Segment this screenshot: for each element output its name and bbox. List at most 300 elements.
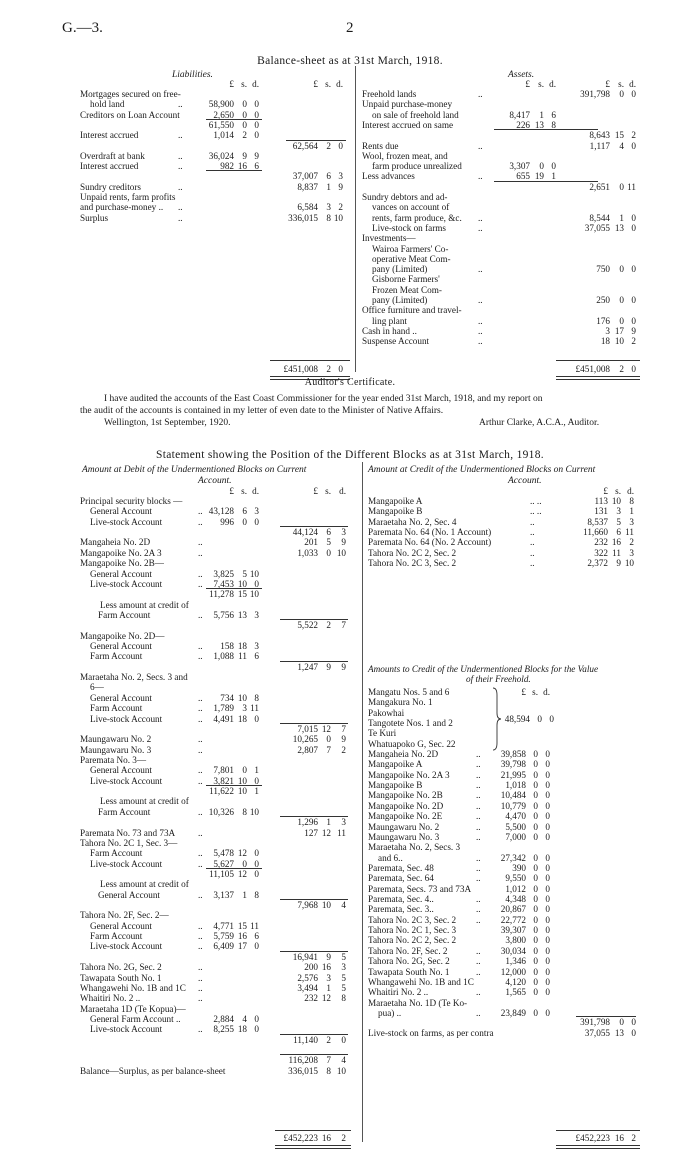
inner-amount: 0 <box>533 831 538 842</box>
inner-amount: 18 <box>237 1024 247 1035</box>
freehold-total: 0 <box>619 1017 624 1027</box>
row-label: Live-stock Account <box>90 516 163 527</box>
column-head: s. <box>325 79 331 89</box>
outer-amount: 10 <box>336 547 346 558</box>
outer-amount: 11,140 <box>293 1034 318 1045</box>
inner-amount: 4 <box>242 1014 247 1024</box>
column-head: £ <box>521 687 526 697</box>
leader-dots: .. <box>476 966 481 977</box>
debit-total: 2 <box>341 1133 346 1143</box>
outer-amount: 4 <box>341 1055 346 1066</box>
outer-amount: 44,124 <box>292 527 318 538</box>
inner-amount: 30,034 <box>500 945 526 956</box>
row-label: Paremata No. 73 and 73A <box>80 827 176 838</box>
rule <box>206 588 262 589</box>
inner-amount: 16 <box>611 537 621 548</box>
inner-amount: 11,660 <box>583 527 608 538</box>
assets-total: 0 <box>631 364 636 374</box>
column-head: d. <box>252 486 259 496</box>
row-label: Surplus <box>80 212 109 223</box>
row-label: Maungawaru No. 3 <box>368 831 440 842</box>
inner-amount: 10,779 <box>500 800 526 811</box>
leader-dots: .. <box>198 920 203 931</box>
leader-dots: .. <box>198 982 203 993</box>
outer-amount: 127 <box>304 827 318 838</box>
row-label: Mangapoike No. 2D <box>368 800 444 811</box>
inner-amount: 0 <box>533 883 538 894</box>
credit-total: 2 <box>631 1133 636 1143</box>
rule <box>494 129 598 130</box>
outer-amount: 4 <box>341 900 346 911</box>
outer-amount: 200 <box>304 962 318 973</box>
leader-dots: .. <box>476 914 481 925</box>
column-head: £ <box>229 486 234 496</box>
row-label: Mangapoike B <box>368 780 423 791</box>
outer-amount: 0 <box>631 140 636 151</box>
inner-amount: 6 <box>616 527 621 538</box>
row-label: Maraetaha 1D (Te Kopua)— <box>80 1003 186 1014</box>
row-label: Farm Account <box>98 806 151 817</box>
outer-amount: 2 <box>326 140 331 151</box>
inner-amount: 4,120 <box>505 976 526 987</box>
column-head: £ <box>313 486 318 496</box>
outer-amount: 201 <box>304 537 318 548</box>
leader-dots: .. <box>198 506 203 517</box>
inner-amount: 18 <box>237 641 247 652</box>
inner-amount: 18 <box>237 713 247 724</box>
leader-dots: .. <box>198 641 203 652</box>
inner-amount: 0 <box>545 925 550 936</box>
inner-amount: 0 <box>242 109 247 120</box>
row-label: Principal security blocks — <box>80 496 183 506</box>
inner-amount: 158 <box>220 641 234 652</box>
leader-dots: .. <box>198 734 203 745</box>
assets-label: Assets. <box>508 70 535 80</box>
outer-amount: 3 <box>341 817 346 828</box>
row-label: Paremata No. 64 (No. 1 Account) <box>368 527 492 538</box>
row-label: Mangapoike No. 2A 3 <box>80 547 162 558</box>
rule <box>206 119 262 120</box>
inner-amount: 8 <box>242 806 247 817</box>
inner-amount: 6 <box>254 161 259 172</box>
row-label: Tahora No. 2F, Sec. 2 <box>368 945 448 956</box>
inner-amount: 0 <box>533 873 538 884</box>
leader-dots: .. <box>478 336 483 347</box>
outer-amount: 9 <box>341 661 346 672</box>
inner-amount: 39,798 <box>500 759 526 770</box>
row-label: General Farm Account .. <box>90 1014 181 1024</box>
inner-amount: 39,307 <box>500 925 526 936</box>
leader-dots: .. <box>198 962 203 973</box>
inner-amount: 0 <box>545 987 550 998</box>
inner-amount: 12 <box>237 848 247 859</box>
leader-dots: .. <box>478 222 483 233</box>
inner-amount: 10 <box>249 568 259 579</box>
outer-amount: 0 <box>619 89 624 99</box>
inner-amount: 0 <box>545 780 550 791</box>
outer-amount: 12 <box>321 993 331 1004</box>
outer-amount: 8 <box>341 993 346 1004</box>
outer-amount: 5 <box>341 972 346 983</box>
inner-amount: 1,346 <box>505 956 526 967</box>
outer-amount: 10,265 <box>292 734 318 745</box>
inner-amount: 11,105 <box>209 868 234 879</box>
outer-amount: 12 <box>321 723 331 734</box>
leader-dots: .. <box>478 295 483 305</box>
outer-amount: 2 <box>341 744 346 755</box>
row-label: Paremata, Secs. 73 and 73A <box>368 883 472 894</box>
outer-amount: 9 <box>341 734 346 745</box>
inner-amount: 3,137 <box>213 889 234 900</box>
inner-amount: 0 <box>242 516 247 527</box>
outer-amount: 10 <box>333 212 343 223</box>
leader-dots: .. .. <box>530 496 542 506</box>
inner-amount: 5,756 <box>213 609 234 620</box>
outer-amount: 7,968 <box>297 900 318 911</box>
inner-amount: 9 <box>616 558 621 569</box>
inner-amount: 10 <box>237 578 247 589</box>
outer-amount: 3 <box>326 202 331 213</box>
inner-amount: 10 <box>237 775 247 786</box>
inner-amount: 23,849 <box>500 1008 526 1018</box>
leader-dots: .. <box>476 800 481 811</box>
inner-amount: 232 <box>594 537 608 548</box>
column-head: £ <box>313 79 318 89</box>
outer-amount: 6 <box>326 171 331 182</box>
row-label: Tahora No. 2C 1, Sec. 3 <box>368 925 457 936</box>
leader-dots: .. <box>476 904 481 915</box>
row-label: Tawapata South No. 1 <box>368 966 450 977</box>
inner-amount: 6 <box>242 506 247 517</box>
leader-dots: .. <box>198 858 203 869</box>
freehold-group-item: Mangatu Nos. 5 and 6 <box>368 687 450 697</box>
leader-dots: .. <box>476 852 481 863</box>
leader-dots: .. <box>478 325 483 336</box>
inner-amount: 0 <box>545 883 550 894</box>
outer-amount: 7 <box>326 744 331 755</box>
inner-amount: 12,000 <box>500 966 526 977</box>
livestock-value: 37,055 <box>584 1028 610 1038</box>
inner-amount: 3,800 <box>505 935 526 946</box>
inner-amount: 0 <box>545 821 550 832</box>
row-label: Mangaheia No. 2D <box>368 749 439 759</box>
outer-amount: 9 <box>326 951 331 962</box>
rule <box>280 661 348 662</box>
inner-amount: 0 <box>533 914 538 925</box>
row-label: Whaitiri No. 2 .. <box>80 993 141 1004</box>
outer-amount: 9 <box>341 537 346 548</box>
column-head: £ <box>605 79 610 89</box>
inner-amount: 0 <box>545 769 550 780</box>
leader-dots: .. <box>530 547 535 558</box>
inner-amount: 0 <box>242 99 247 110</box>
leader-dots: .. <box>476 945 481 956</box>
inner-amount: 0 <box>254 130 259 141</box>
freehold-group-item: Pakowhai <box>368 707 405 718</box>
inner-amount: 8,255 <box>213 1024 234 1035</box>
row-label: Live-stock Account <box>90 1024 163 1035</box>
outer-amount: 5,522 <box>297 620 318 631</box>
outer-amount: 2 <box>326 620 331 631</box>
outer-amount: 5 <box>326 537 331 548</box>
inner-amount: 226 <box>516 119 530 130</box>
outer-amount: 5 <box>341 982 346 993</box>
leader-dots: .. <box>476 749 481 759</box>
leader-dots: .. <box>178 202 183 213</box>
outer-amount: 0 <box>631 89 636 99</box>
leader-dots: .. <box>198 993 203 1004</box>
row-label: Office furniture and travel- <box>362 305 462 316</box>
inner-amount: 7,801 <box>213 765 234 776</box>
inner-amount: 0 <box>545 904 550 915</box>
leader-dots: .. <box>178 130 183 141</box>
inner-amount: 1,014 <box>213 130 234 141</box>
inner-amount: 0 <box>545 935 550 946</box>
credit-total: 16 <box>614 1133 624 1143</box>
row-label: Frozen Meat Com- <box>372 284 442 295</box>
row-label: Less amount at credit of <box>100 796 189 807</box>
row-label: Sundry creditors <box>80 181 141 192</box>
freehold-group-item: Mangakura No. 1 <box>368 697 433 708</box>
row-label: ling plant <box>372 315 407 326</box>
outer-amount: 13 <box>614 222 624 233</box>
outer-amount: 0 <box>326 734 331 745</box>
column-head: s. <box>538 79 544 89</box>
inner-amount: 0 <box>545 873 550 884</box>
outer-amount: 0 <box>619 295 624 305</box>
inner-amount: 22,772 <box>500 914 526 925</box>
row-label: Mortgages secured on free- <box>80 89 181 99</box>
outer-amount: 10 <box>336 1065 346 1076</box>
leader-dots: .. <box>478 212 483 223</box>
inner-amount: 11 <box>625 527 634 538</box>
leader-dots: .. <box>476 821 481 832</box>
leader-dots: .. <box>198 692 203 703</box>
inner-amount: 0 <box>533 821 538 832</box>
outer-amount: 3 <box>341 527 346 538</box>
outer-amount: 7 <box>341 620 346 631</box>
inner-amount: 1,018 <box>505 780 526 791</box>
row-label: Paremata, Sec. 4.. <box>368 894 434 905</box>
column-head: d. <box>549 79 556 89</box>
inner-amount: 4,491 <box>213 713 234 724</box>
freehold-total: 0 <box>631 1017 636 1027</box>
inner-amount: 0 <box>254 119 259 130</box>
inner-amount: 10 <box>249 806 259 817</box>
row-label: Whangawehi No. 1B and 1C <box>368 976 474 987</box>
leader-dots: .. <box>178 181 183 192</box>
inner-amount: 3 <box>242 703 247 714</box>
debit-heading: Amount at Debit of the Undermentioned Blocks on Current <box>82 465 307 475</box>
credit-heading-line2: Account. <box>508 476 542 486</box>
outer-amount: 1,117 <box>589 140 610 151</box>
leader-dots: .. <box>198 889 203 900</box>
inner-amount: 1 <box>551 171 556 182</box>
row-label: Mangapoike A <box>368 496 423 506</box>
inner-amount: 27,342 <box>500 852 526 863</box>
credit-heading: Amount at Credit of the Undermentioned Blocks on Current <box>368 465 596 475</box>
inner-amount: 2,884 <box>213 1014 234 1024</box>
outer-amount: 12 <box>321 827 331 838</box>
inner-amount: 11,278 <box>209 589 234 600</box>
row-label: Maraetaha No. 1D (Te Ko- <box>368 997 468 1008</box>
rule <box>494 181 598 182</box>
inner-amount: 43,128 <box>208 506 234 517</box>
inner-amount: 11 <box>250 920 259 931</box>
livestock-value: 13 <box>614 1028 624 1038</box>
inner-amount: 0 <box>545 945 550 956</box>
row-label: Wool, frozen meat, and <box>362 150 448 161</box>
leader-dots: .. <box>478 264 483 275</box>
rule <box>280 723 348 724</box>
inner-amount: 6 <box>254 651 259 662</box>
inner-amount: 0 <box>533 956 538 967</box>
row-label: Overdraft at bank <box>80 150 145 161</box>
row-label: Paremata No. 3— <box>80 755 147 765</box>
row-label: Tahora No. 2C 2, Sec. 2 <box>368 935 457 946</box>
inner-amount: 0 <box>533 862 538 873</box>
row-label: Unpaid rents, farm profits <box>80 192 176 202</box>
row-label: Maungawaru No. 2 <box>80 734 152 745</box>
inner-amount: 19 <box>534 171 544 182</box>
rule <box>206 868 262 869</box>
row-label: Mangapoike A <box>368 759 423 770</box>
row-label: Cash in hand .. <box>362 325 417 336</box>
inner-amount: 3,307 <box>509 161 530 172</box>
leader-dots: .. <box>178 99 183 110</box>
leader-dots: .. <box>198 547 203 558</box>
double-rule <box>275 1145 351 1149</box>
inner-amount: 1 <box>629 506 634 517</box>
row-label: Mangapoike No. 2E <box>368 811 443 822</box>
auditor-title: Auditor's Certificate. <box>304 377 396 388</box>
inner-amount: 4,348 <box>505 894 526 905</box>
outer-amount: 9 <box>326 661 331 672</box>
inner-amount: 3 <box>616 506 621 517</box>
row-label: Mangapoike No. 2D— <box>80 630 165 641</box>
row-label: Live-stock on farms <box>372 222 446 233</box>
inner-amount: 0 <box>254 109 259 120</box>
leader-dots: .. <box>198 972 203 983</box>
livestock-value: 0 <box>631 1028 636 1038</box>
inner-amount: 58,900 <box>208 99 234 110</box>
outer-amount: 16 <box>321 962 331 973</box>
outer-amount: 1,296 <box>297 817 318 828</box>
row-label: pany (Limited) <box>372 295 428 305</box>
inner-amount: 0 <box>545 1008 550 1018</box>
outer-amount: 7,015 <box>297 723 318 734</box>
row-label: farm produce unrealized <box>372 161 462 172</box>
row-label: Maraetaha No. 2, Secs. 3 and <box>80 672 188 683</box>
row-label: Tahora No. 2C 3, Sec. 2 <box>368 914 457 925</box>
inner-amount: 0 <box>545 790 550 801</box>
rule <box>556 1130 640 1131</box>
outer-amount: 2 <box>631 130 636 141</box>
row-label: Maraetaha No. 2, Secs. 3 <box>368 842 461 853</box>
outer-amount: 17 <box>614 325 624 336</box>
liabilities-total: 0 <box>338 364 343 374</box>
auditor-place-date: Wellington, 1st September, 1920. <box>104 418 231 428</box>
leader-dots: .. <box>198 1024 203 1035</box>
rule <box>286 140 346 141</box>
liabilities-total: £451,008 <box>283 364 318 374</box>
outer-amount: 3,494 <box>297 982 318 993</box>
inner-amount: 0 <box>545 914 550 925</box>
column-head: s. <box>241 486 247 496</box>
inner-amount: 3 <box>254 641 259 652</box>
rule <box>280 816 348 817</box>
leader-dots: .. .. <box>530 506 542 517</box>
rule <box>275 1130 351 1131</box>
inner-amount: 6,409 <box>213 941 234 952</box>
outer-amount: 2,651 <box>589 181 610 192</box>
row-label: General Account <box>90 641 152 652</box>
row-label: Farm Account <box>90 703 143 714</box>
inner-amount: 10 <box>611 496 621 506</box>
leader-dots: .. <box>476 1008 481 1018</box>
inner-amount: 11,622 <box>209 786 234 797</box>
inner-amount: 10 <box>237 786 247 797</box>
inner-amount: 1 <box>242 889 247 900</box>
row-label: Tahora No. 2C 3, Sec. 2 <box>368 558 457 569</box>
row-label: Farm Account <box>98 609 151 620</box>
inner-amount: 3 <box>629 516 634 527</box>
row-label: Gisborne Farmers' <box>372 274 440 285</box>
row-label: Tahora No. 2C 2, Sec. 2 <box>368 547 457 558</box>
row-label: Investments— <box>362 233 416 244</box>
outer-amount: 8,643 <box>589 130 610 141</box>
rule <box>280 899 348 900</box>
outer-amount: 8 <box>326 1065 331 1076</box>
outer-amount: 11 <box>627 181 636 192</box>
row-label: Less advances <box>362 171 415 182</box>
inner-amount: 0 <box>533 759 538 770</box>
outer-amount: 18 <box>600 336 610 347</box>
inner-amount: 3,821 <box>213 775 234 786</box>
balance-divider <box>355 66 356 372</box>
row-label: Less amount at credit of <box>100 599 189 610</box>
inner-amount: 0 <box>533 790 538 801</box>
inner-amount: 2,650 <box>213 109 234 120</box>
leader-dots: .. <box>476 811 481 822</box>
inner-amount: 0 <box>254 713 259 724</box>
inner-amount: 8 <box>629 496 634 506</box>
row-label: General Account <box>98 889 160 900</box>
inner-amount: 8,537 <box>587 516 608 527</box>
row-label: 6— <box>90 682 104 693</box>
outer-amount: 250 <box>596 295 610 305</box>
outer-amount: 6 <box>326 527 331 538</box>
inner-amount: 0 <box>533 904 538 915</box>
inner-amount: 8 <box>254 889 259 900</box>
inner-amount: 17 <box>237 941 247 952</box>
inner-amount: 9 <box>242 150 247 161</box>
outer-amount: 176 <box>596 315 610 326</box>
row-label: Live-stock Account <box>90 858 163 869</box>
row-label: Mangapoike No. 2B— <box>80 558 164 569</box>
inner-amount: 0 <box>533 894 538 905</box>
debit-heading-line2: Account. <box>198 476 232 486</box>
inner-amount: 0 <box>545 831 550 842</box>
leader-dots: .. <box>530 558 535 569</box>
inner-amount: 15 <box>237 920 247 931</box>
inner-amount: 11 <box>250 703 259 714</box>
inner-amount: 10 <box>237 692 247 703</box>
auditor-text-line2: the audit of the accounts is contained in my letter of even date to the Minister of Native Affairs. <box>80 406 444 416</box>
inner-amount: 996 <box>220 516 234 527</box>
debit-total: 16 <box>321 1133 331 1143</box>
inner-amount: 390 <box>512 862 526 873</box>
